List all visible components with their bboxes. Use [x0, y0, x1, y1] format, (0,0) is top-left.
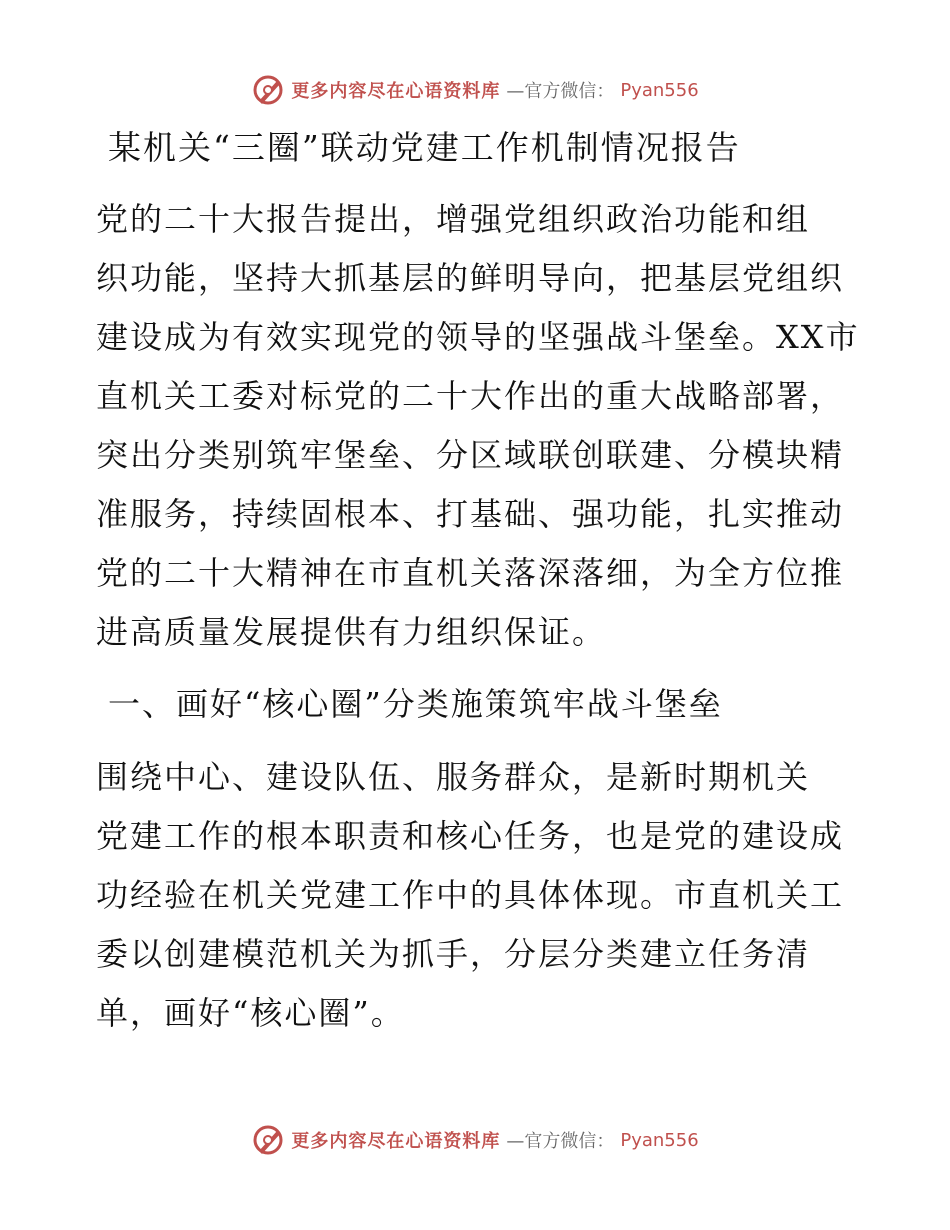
- watermark-id-text: Pyan556: [620, 1129, 699, 1151]
- paragraph-line: 委以创建模范机关为抓手，分层分类建立任务清: [96, 935, 811, 973]
- paragraph-line: 准服务，持续固根本、打基础、强功能，扎实推动: [96, 495, 845, 533]
- intro-paragraph: [96, 190, 860, 662]
- paragraph-line: 建设成为有效实现党的领导的坚强战斗堡垒。XX市: [96, 318, 860, 356]
- watermark-main-text: 更多内容尽在心语资料库: [291, 1131, 501, 1152]
- paragraph-line: 突出分类别筑牢堡垒、分区域联创联建、分模块精: [96, 436, 845, 474]
- paragraph-line: 功经验在机关党建工作中的具体体现。市直机关工: [96, 876, 845, 914]
- watermark-header: [0, 70, 950, 110]
- watermark-dash-text: —官方微信：: [506, 81, 615, 102]
- watermark-main-text: 更多内容尽在心语资料库: [291, 81, 501, 102]
- section1-paragraph: [96, 748, 856, 1043]
- paragraph-line: 党的二十大报告提出，增强党组织政治功能和组: [96, 200, 811, 238]
- watermark-footer: [0, 1120, 950, 1160]
- paragraph-line: 织功能，坚持大抓基层的鲜明导向，把基层党组织: [96, 259, 845, 297]
- paragraph-line: 进高质量发展提供有力组织保证。: [96, 613, 607, 651]
- watermark-dash-text: —官方微信：: [506, 1131, 615, 1152]
- paragraph-line: 单，画好“核心圈”。: [96, 994, 405, 1032]
- paragraph-line: 党建工作的根本职责和核心任务，也是党的建设成: [96, 817, 845, 855]
- document-title: 某机关“三圈”联动党建工作机制情况报告: [108, 128, 741, 167]
- paragraph-line: 直机关工委对标党的二十大作出的重大战略部署，: [96, 377, 845, 415]
- paragraph-line: 围绕中心、建设队伍、服务群众，是新时期机关: [96, 758, 811, 796]
- pen-logo-icon: [251, 73, 285, 107]
- pen-logo-icon: [251, 1123, 285, 1157]
- paragraph-line: 党的二十大精神在市直机关落深落细，为全方位推: [96, 554, 845, 592]
- section-heading: 一、画好“核心圈”分类施策筑牢战斗堡垒: [108, 685, 723, 723]
- watermark-id-text: Pyan556: [620, 79, 699, 101]
